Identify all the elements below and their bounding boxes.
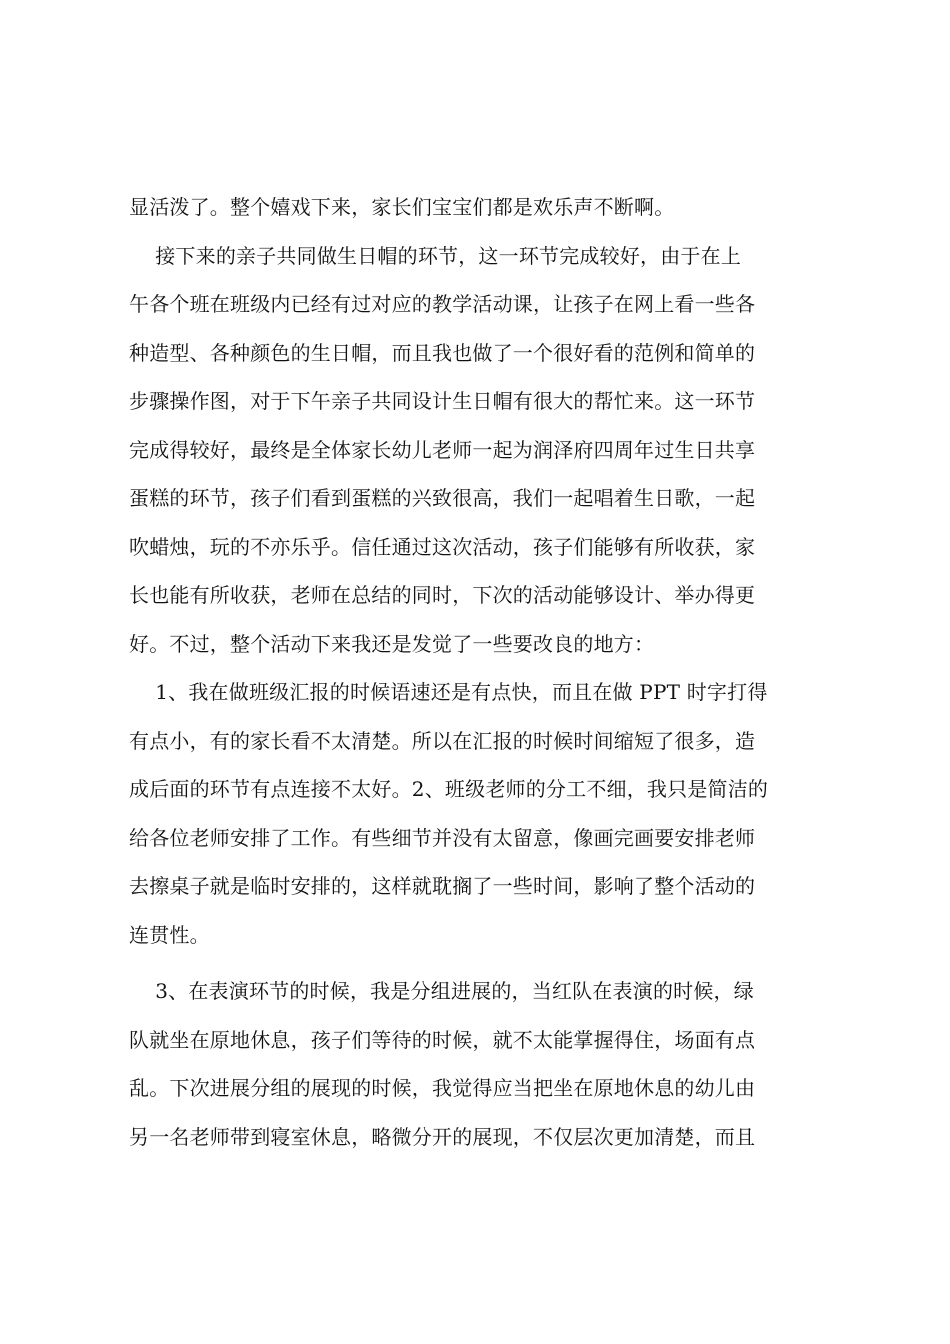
- text-line: 接下来的亲子共同做生日帽的环节，这一环节完成较好，由于在上: [129, 243, 742, 268]
- text-line: 蛋糕的环节，孩子们看到蛋糕的兴致很高，我们一起唱着生日歌，一起: [129, 486, 756, 510]
- text-line: 吹蜡烛，玩的不亦乐乎。信任通过这次活动，孩子们能够有所收获，家: [129, 534, 756, 559]
- text-line: 长也能有所收获，老师在总结的同时，下次的活动能够设计、举办得更: [129, 583, 756, 607]
- text-line: 成后面的环节有点连接不太好。2、班级老师的分工不细，我只是简洁的: [129, 777, 769, 801]
- text-line: 3、在表演环节的时候，我是分组进展的，当红队在表演的时候，绿: [129, 979, 754, 1003]
- text-line: 完成得较好，最终是全体家长幼儿老师一起为润泽府四周年过生日共享: [129, 437, 756, 462]
- document-body: [129, 183, 839, 1161]
- text-line: 乱。下次进展分组的展现的时候，我觉得应当把坐在原地休息的幼儿由: [129, 1076, 756, 1100]
- text-line: 步骤操作图，对于下午亲子共同设计生日帽有很大的帮忙来。这一环节: [129, 389, 756, 413]
- paragraph-gap: [129, 959, 839, 967]
- text-line: 种造型、各种颜色的生日帽，而且我也做了一个很好看的范例和简单的: [129, 340, 756, 365]
- text-line: 给各位老师安排了工作。有些细节并没有太留意，像画完画要安排老师: [129, 825, 756, 850]
- text-line: 队就坐在原地休息，孩子们等待的时候，就不太能掌握得住，场面有点: [129, 1027, 756, 1052]
- text-line: 有点小，有的家长看不太清楚。所以在汇报的时候时间缩短了很多，造: [129, 728, 756, 753]
- text-line: 好。不过，整个活动下来我还是发觉了一些要改良的地方：: [129, 631, 655, 656]
- text-line: 1、我在做班级汇报的时候语速还是有点快，而且在做 PPT 时字打得: [129, 680, 768, 704]
- text-line: 连贯性。: [129, 922, 210, 947]
- text-line: 午各个班在班级内已经有过对应的教学活动课，让孩子在网上看一些各: [129, 292, 756, 316]
- text-line: 显活泼了。整个嬉戏下来，家长们宝宝们都是欢乐声不断啊。: [129, 195, 675, 219]
- text-line: 去擦桌子就是临时安排的，这样就耽搁了一些时间，影响了整个活动的: [129, 874, 756, 898]
- text-line: 另一名老师带到寝室休息，略微分开的展现，不仅层次更加清楚，而且: [129, 1124, 756, 1149]
